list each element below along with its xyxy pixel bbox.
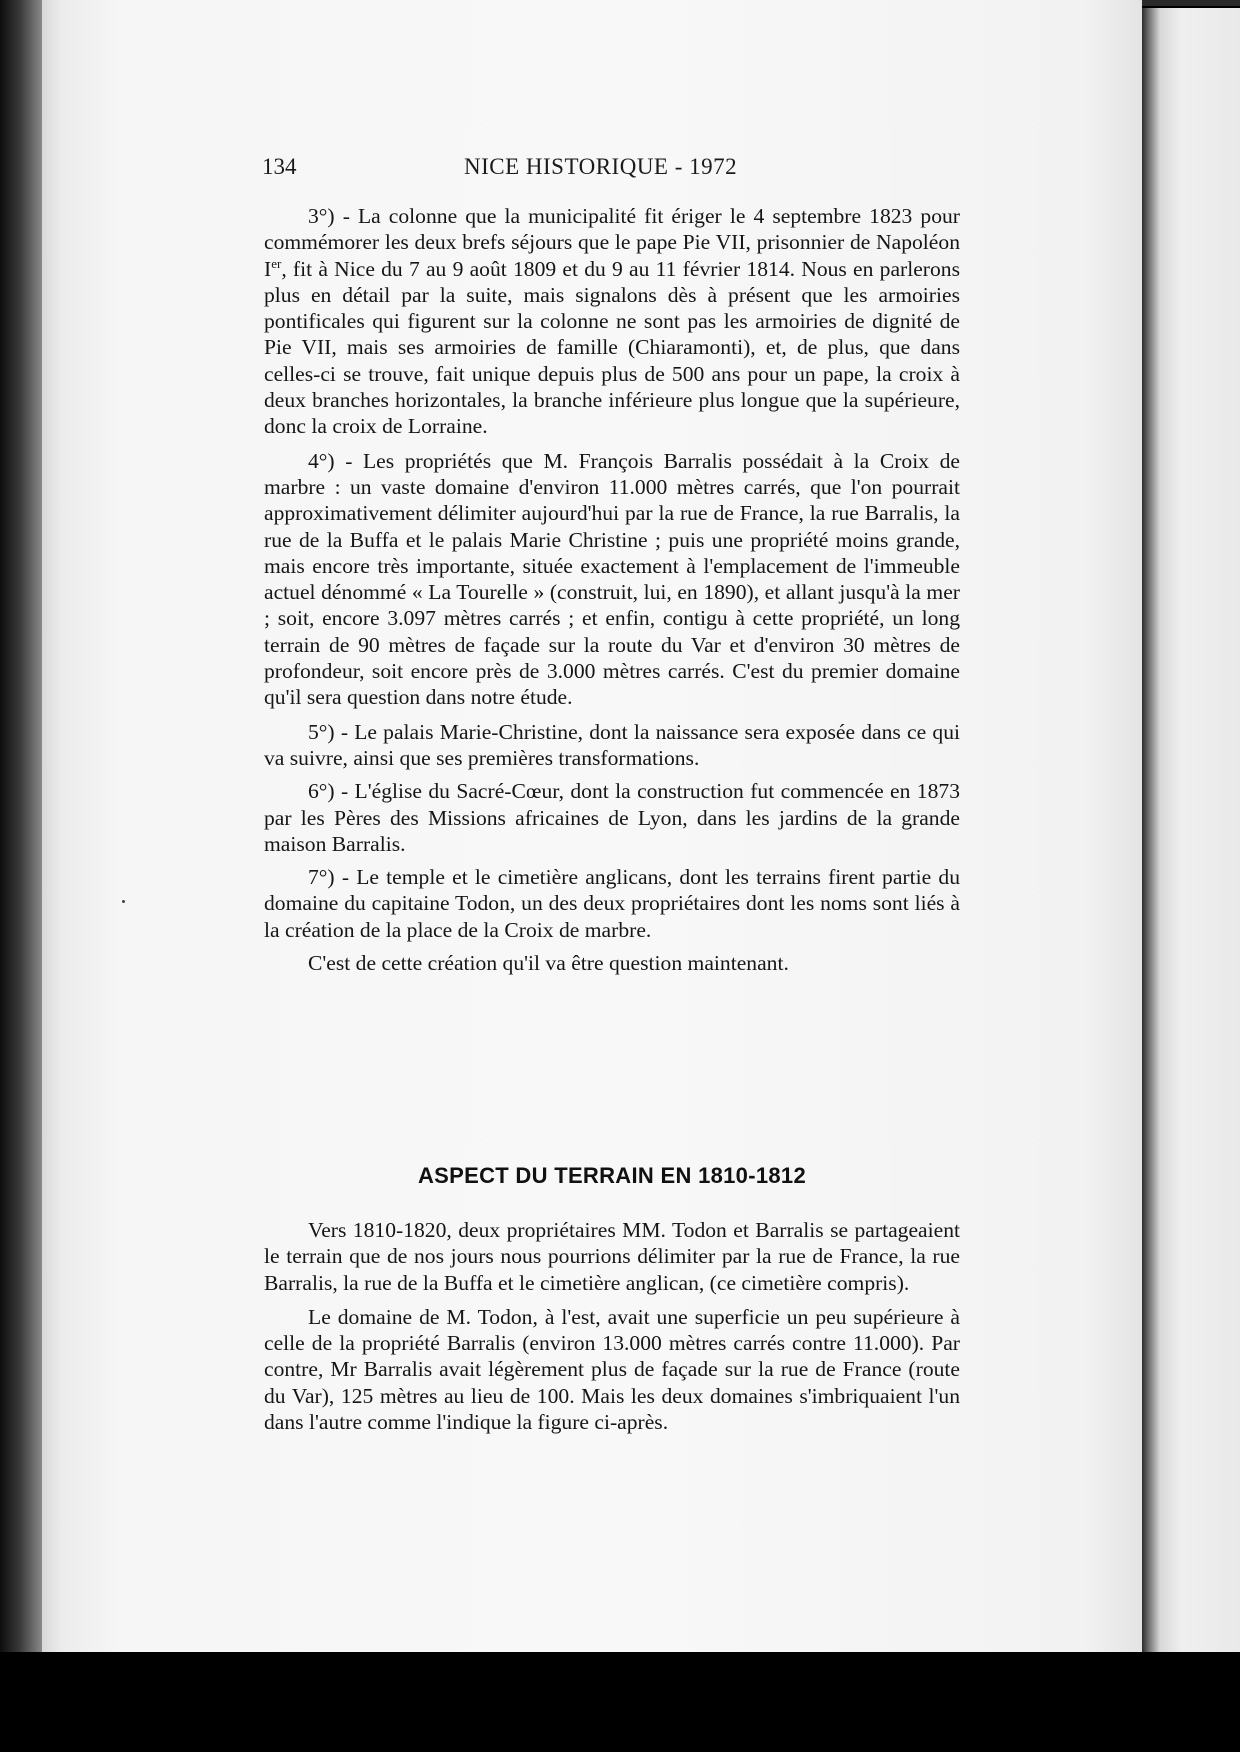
paragraph-transition: C'est de cette création qu'il va être question maintenant. xyxy=(308,951,789,976)
superscript: er xyxy=(271,255,282,271)
paragraph-text: 3°) - La colonne que la municipalité fit ériger le 4 septembre 1823 pour commémorer les deux brefs séjours que le pape Pie VII, prisonnier de Napoléon I xyxy=(264,204,960,281)
paragraph-item-7: 7°) - Le temple et le cimetière anglicans, dont les terrains firent partie du domaine du capitaine Todon, un des deux propriétaires dont les noms sont liés à la création de la place de la Croix de marbre. xyxy=(264,865,960,942)
paragraph-owners: Vers 1810-1820, deux propriétaires MM. Todon et Barralis se partageaient le terrain que de nos jours nous pourrions délimiter par la rue de France, la rue Barralis, la rue de la Buffa et le cimetière anglican, (ce cimetière compris). xyxy=(264,1218,960,1295)
binding-shadow xyxy=(0,0,42,1652)
paragraph-item-4: 4°) - Les propriétés que M. François Barralis possédait à la Croix de marbre : un vaste domaine d'environ 11.000 mètres carrés, que l'on pourrait approximativement délimiter aujourd'hui par la rue de France, la rue Barralis, la rue de la Buffa et le palais Marie Christine ; puis une propriété moins grande, mais encore très importante, située exactement à l'emplacement de l'immeuble actuel dénommé « La Tourelle » (construit, lui, en 1890), et allant jusqu'à la mer ; soit, encore 3.097 mètres carrés ; et enfin, contigu à cette propriété, un long terrain de 90 mètres de façade sur la route du Var et d'environ 30 mètres de profondeur, soit encore près de 3.000 mètres carrés. C'est du premier domaine qu'il sera question dans notre étude. xyxy=(264,448,960,710)
paragraph-todon-domain: Le domaine de M. Todon, à l'est, avait une superficie un peu supérieure à celle de la propriété Barralis (environ 13.000 mètres carrés contre 11.000). Par contre, Mr Barralis avait légèrement plus de façade sur la rue de France (route du Var), 125 mètres au lieu de 100. Mais les deux domaines s'imbriquaient l'un dans l'autre comme l'indique la figure ci-après. xyxy=(264,1304,960,1435)
paragraph-text: , fit à Nice du 7 au 9 août 1809 et du 9 au 11 février 1814. Nous en parlerons plus en détail par la suite, mais signalons dès à présent que les armoiries pontificales qui figurent sur la colonne ne sont pas les armoiries de dignité de Pie VII, mais ses armoiries de famille (Chiaramonti), et, de plus, que dans celles-ci se trouve, fait unique depuis plus de 500 ans pour un pape, la croix à deux branches horizontales, la branche inférieure plus longue que la supérieure, donc la croix de Lorraine. xyxy=(264,256,960,439)
paragraph-item-6: 6°) - L'église du Sacré-Cœur, dont la construction fut commencée en 1873 par les Pères des Missions africaines de Lyon, dans les jardins de la grande maison Barralis. xyxy=(264,779,960,856)
body-text-bottom xyxy=(264,1217,960,1435)
body-text-top xyxy=(264,203,960,976)
scan-speck xyxy=(122,900,125,903)
adjacent-page-edge xyxy=(1142,8,1240,1658)
scan-bottom-band xyxy=(0,1652,1240,1752)
paragraph-item-5: 5°) - Le palais Marie-Christine, dont la naissance sera exposée dans ce qui va suivre, ainsi que ses premières transformations. xyxy=(264,719,960,770)
page-header xyxy=(262,154,1022,184)
section-heading: ASPECT DU TERRAIN EN 1810-1812 xyxy=(417,1163,806,1188)
paragraph-item-3 xyxy=(264,203,960,440)
page-number: 134 xyxy=(262,154,297,179)
running-title: NICE HISTORIQUE - 1972 xyxy=(464,154,738,179)
